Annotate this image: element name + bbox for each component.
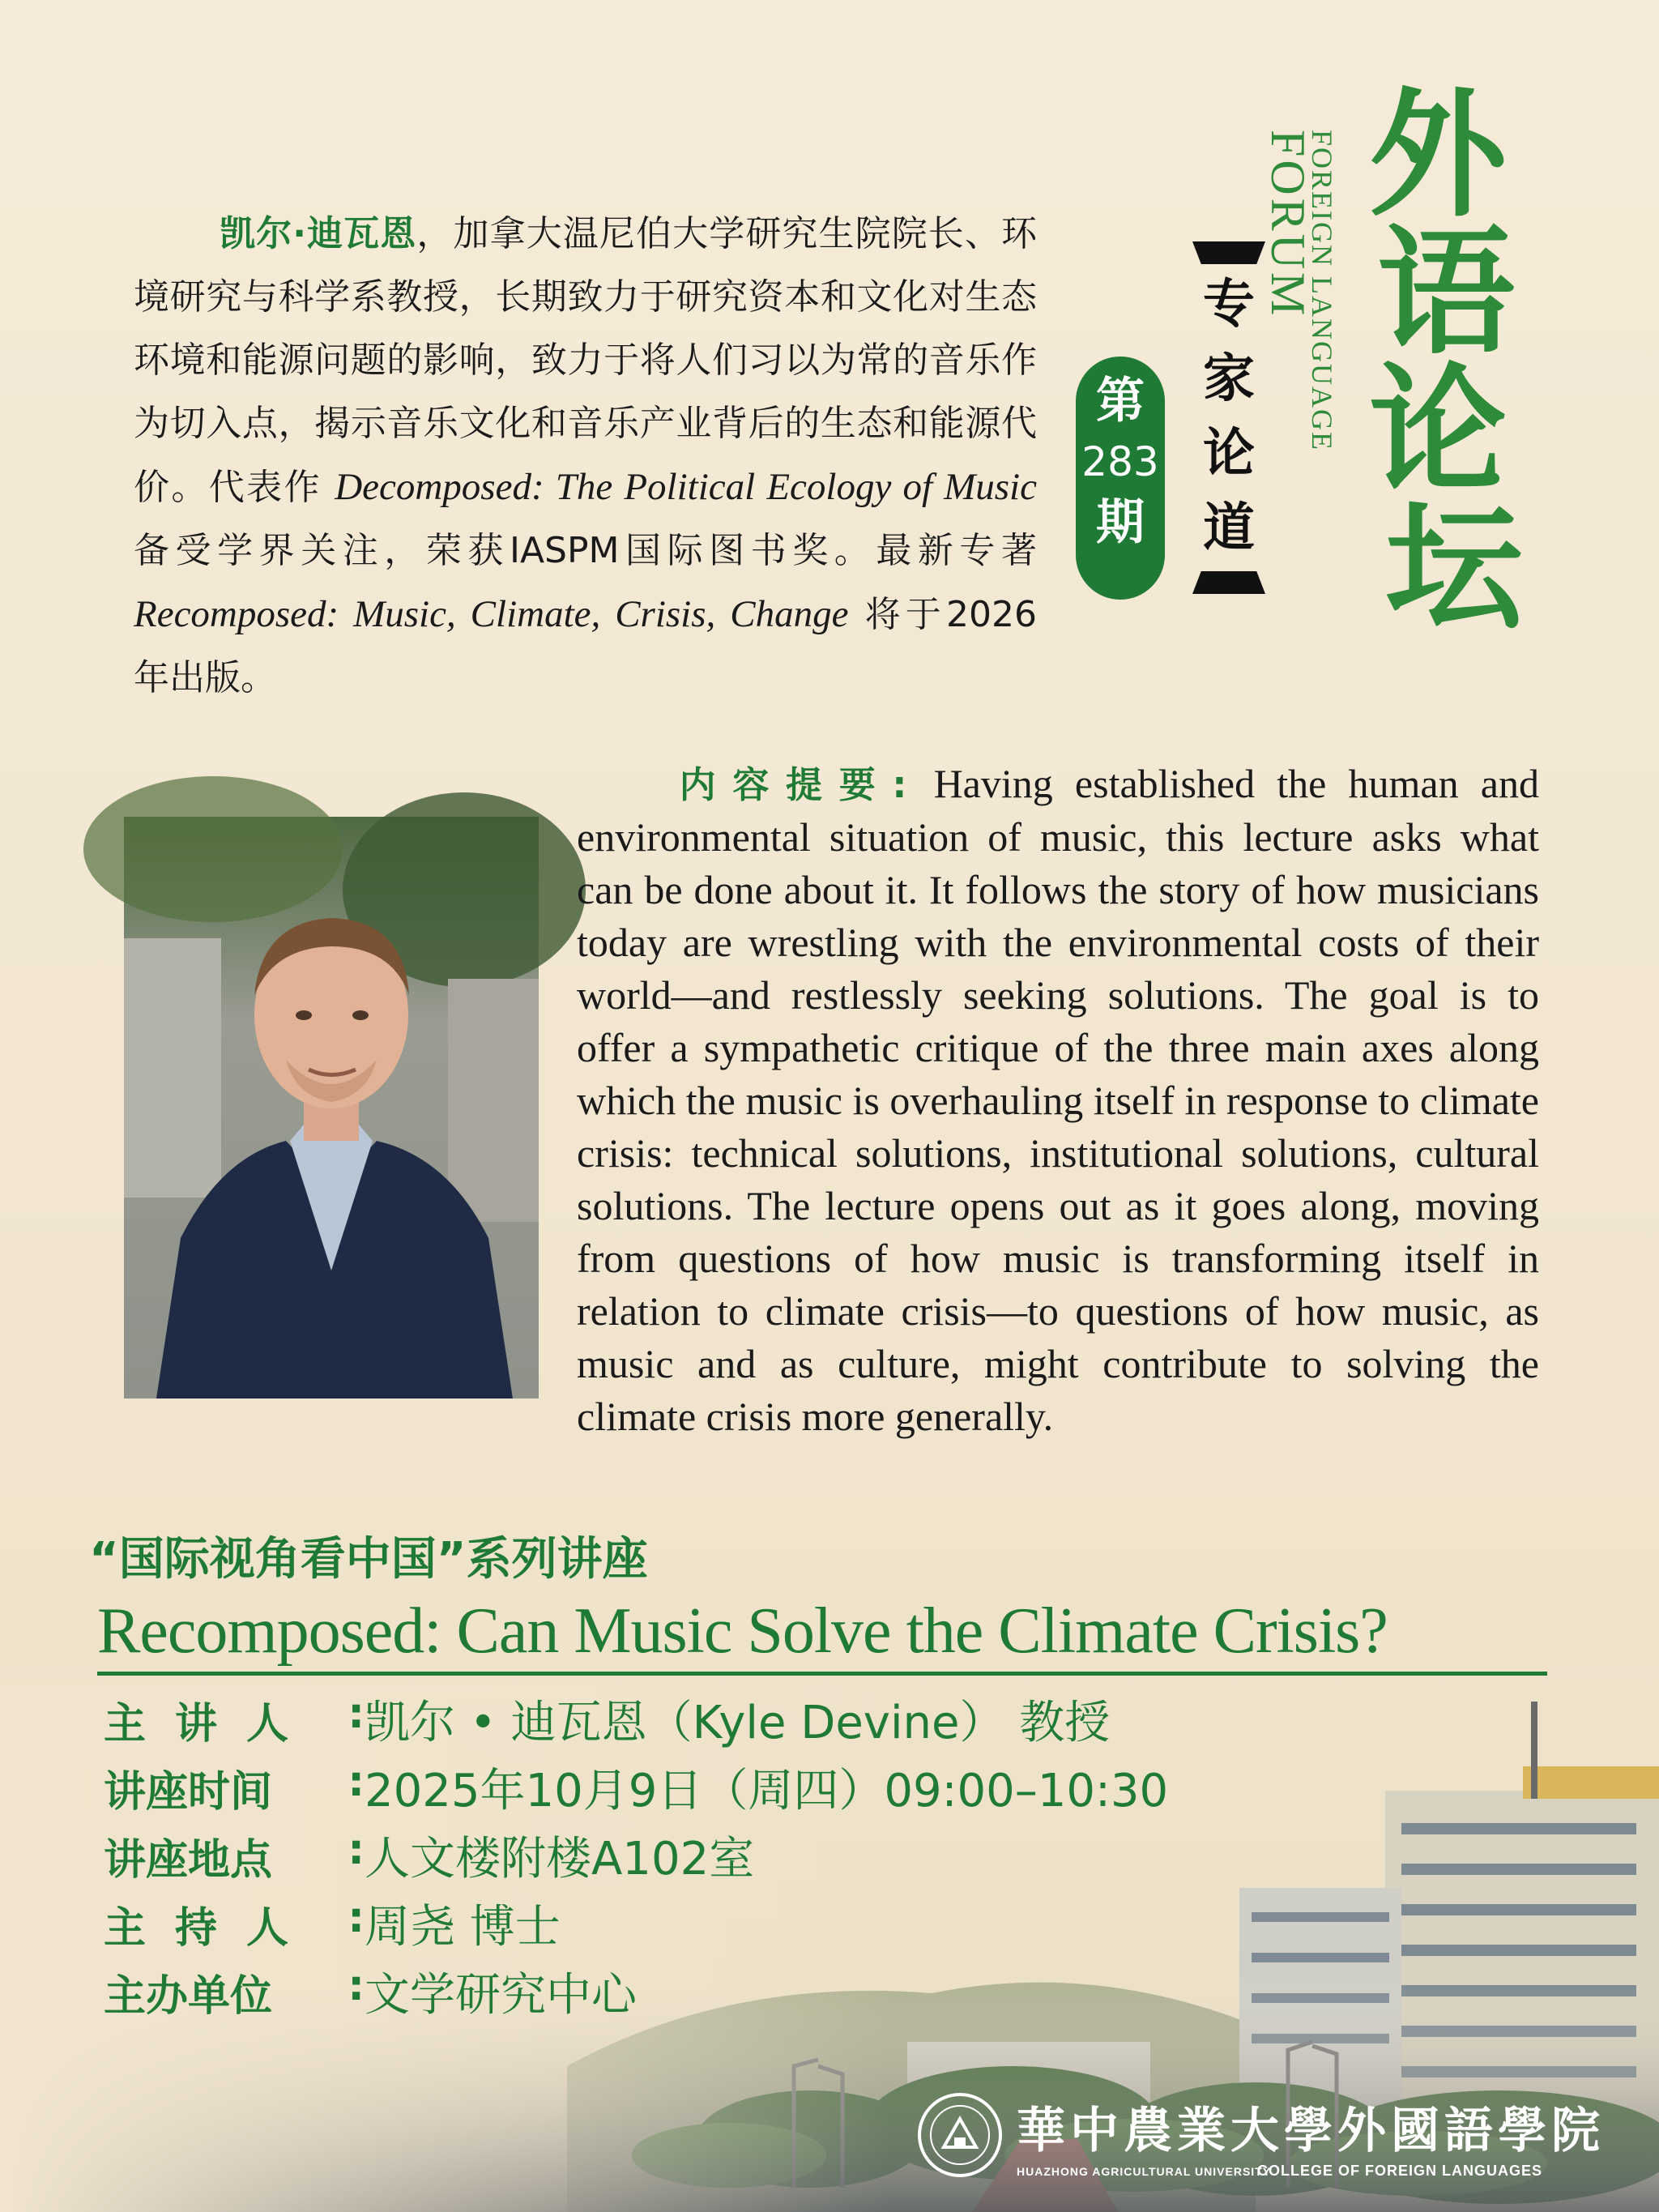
forum-calligraphy-logo [1361, 73, 1547, 649]
series-title: “国际视角看中国”系列讲座 [89, 1533, 648, 1586]
university-seal-icon [915, 2090, 1004, 2180]
speaker-photo [124, 817, 539, 1399]
forum-english-logo [1261, 130, 1338, 616]
bio-text-3: 将于2026年出版。 [134, 594, 1037, 698]
abstract-text: Having established the human and environmental situation of music, this lecture asks what can be done about it. It follows the story of how musicians today are wrestling with the environmental costs of their world—and restlessly seeking solutions. The goal is to offer a sympathetic critique of the three main axes along which the music is overhauling itself in response to climate crisis: technical solutions, institutional solutions, cultural solutions. The lecture opens out as it goes along, moving from questions of how music is transforming itself in relation to climate crisis—to questions of how music, as music and as culture, might contribute to solving the climate crisis more generally. [577, 761, 1539, 1439]
footer-college-name: 華中農業大學外國語學院 [1017, 2103, 1605, 2159]
info-value-speaker: 凯尔 • 迪瓦恩（Kyle Devine） 教授 [365, 1697, 1111, 1749]
lecture-info [104, 1685, 1168, 2026]
info-label-organizer: 主办单位 : [104, 1961, 365, 2021]
lecture-title: Recomposed: Can Music Solve the Climate Crisis? [97, 1595, 1388, 1667]
expert-char-1: 专 [1203, 275, 1255, 335]
forum-english-line2: FORUM [1261, 130, 1315, 319]
logo-char-1: 外 [1369, 74, 1508, 236]
forum-english-line1: FOREIGN LANGUAGE [1306, 130, 1338, 451]
issue-badge [1076, 357, 1165, 600]
info-row-speaker [104, 1685, 1168, 1753]
info-value-organizer: 文学研究中心 [365, 1969, 637, 2022]
bio-speaker-name: 凯尔·迪瓦恩 [219, 213, 417, 254]
speaker-portrait-image [124, 817, 539, 1399]
issue-number: 283 [1081, 438, 1159, 485]
bracket-bottom [1192, 571, 1265, 594]
bracket-top [1192, 241, 1265, 264]
info-row-organizer [104, 1958, 1168, 2026]
info-label-place: 讲座地点 : [104, 1825, 365, 1885]
issue-suffix: 期 [1096, 494, 1145, 551]
info-value-host: 周尧 博士 [365, 1901, 561, 1954]
expert-char-4: 道 [1203, 498, 1255, 558]
info-row-time [104, 1753, 1168, 1821]
logo-char-2: 语 [1377, 211, 1516, 374]
footer-college-en: COLLEGE OF FOREIGN LANGUAGES [1257, 2163, 1543, 2179]
expert-char-3: 论 [1203, 424, 1255, 484]
logo-char-4: 坛 [1385, 487, 1524, 649]
bio-book-2: Recomposed: Music, Climate, Crisis, Change [134, 593, 849, 635]
info-row-host [104, 1890, 1168, 1958]
abstract-label: 内容提要: [667, 763, 912, 806]
footer-university-en: HUAZHONG AGRICULTURAL UNIVERSITY [1017, 2165, 1272, 2178]
lecture-abstract [577, 758, 1539, 1443]
logo-char-3: 论 [1369, 349, 1508, 511]
info-label-time: 讲座时间 : [104, 1757, 365, 1817]
expert-char-2: 家 [1203, 349, 1255, 409]
info-label-host: 主持人 : [104, 1893, 365, 1953]
title-underline [97, 1672, 1547, 1676]
info-label-speaker: 主讲人 : [104, 1689, 365, 1749]
info-row-place [104, 1821, 1168, 1890]
info-value-place: 人文楼附楼A102室 [365, 1833, 755, 1885]
bio-book-1: Decomposed: The Political Ecology of Music [335, 466, 1037, 508]
info-value-time: 2025年10月9日（周四）09:00–10:30 [365, 1765, 1169, 1817]
speaker-bio [134, 203, 1037, 710]
issue-prefix: 第 [1096, 373, 1145, 429]
bio-text-1: ，加拿大温尼伯大学研究生院院长、环境研究与科学系教授，长期致力于研究资本和文化对生态环境和能源问题的影响，致力于将人们习以为常的音乐作为切入点，揭示音乐文化和音乐产业背后的生态和能源代价。代表作 [134, 213, 1038, 508]
expert-column [1184, 267, 1273, 566]
bio-text-2: 备受学界关注，荣获IASPM国际图书奖。最新专著 [134, 530, 1037, 571]
